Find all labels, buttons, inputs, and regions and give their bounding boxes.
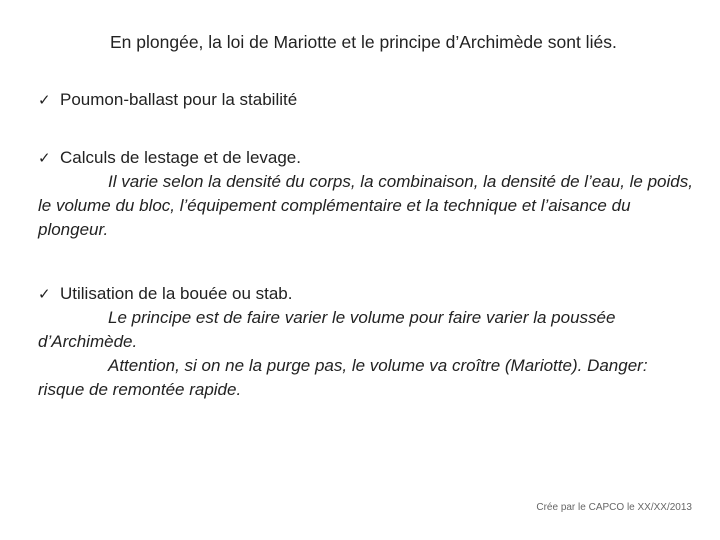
check-icon: ✓: [38, 285, 51, 303]
bullet-detail: Il varie selon la densité du corps, la combinaison, la densité de l’eau, le poids, le volume du bloc, l’équipement complémentaire et la technique et l’aisance du plongeur.: [38, 172, 693, 239]
bullet-detail: Le principe est de faire varier le volume pour faire varier la poussée d’Archimède.: [38, 308, 616, 351]
bullet-label: Calculs de lestage et de levage.: [60, 148, 301, 167]
bullet-calculs-lestage: [38, 146, 698, 242]
bullet-poumon-ballast: [38, 88, 698, 112]
bullet-label: Utilisation de la bouée ou stab.: [60, 284, 293, 303]
check-icon: ✓: [38, 91, 51, 109]
check-icon: ✓: [38, 149, 51, 167]
bullet-label: Poumon-ballast pour la stabilité: [60, 90, 298, 109]
footer-credit: Crée par le CAPCO le XX/XX/2013: [536, 502, 692, 513]
bullet-bouee-stab: [38, 282, 698, 402]
bullet-head: [38, 88, 698, 112]
bullet-detail: Attention, si on ne la purge pas, le volume va croître (Mariotte). Danger: risque de remontée rapide.: [38, 356, 648, 399]
bullet-head: [38, 282, 698, 306]
slide-title: En plongée, la loi de Mariotte et le principe d’Archimède sont liés.: [110, 32, 617, 52]
bullet-head: [38, 146, 698, 170]
